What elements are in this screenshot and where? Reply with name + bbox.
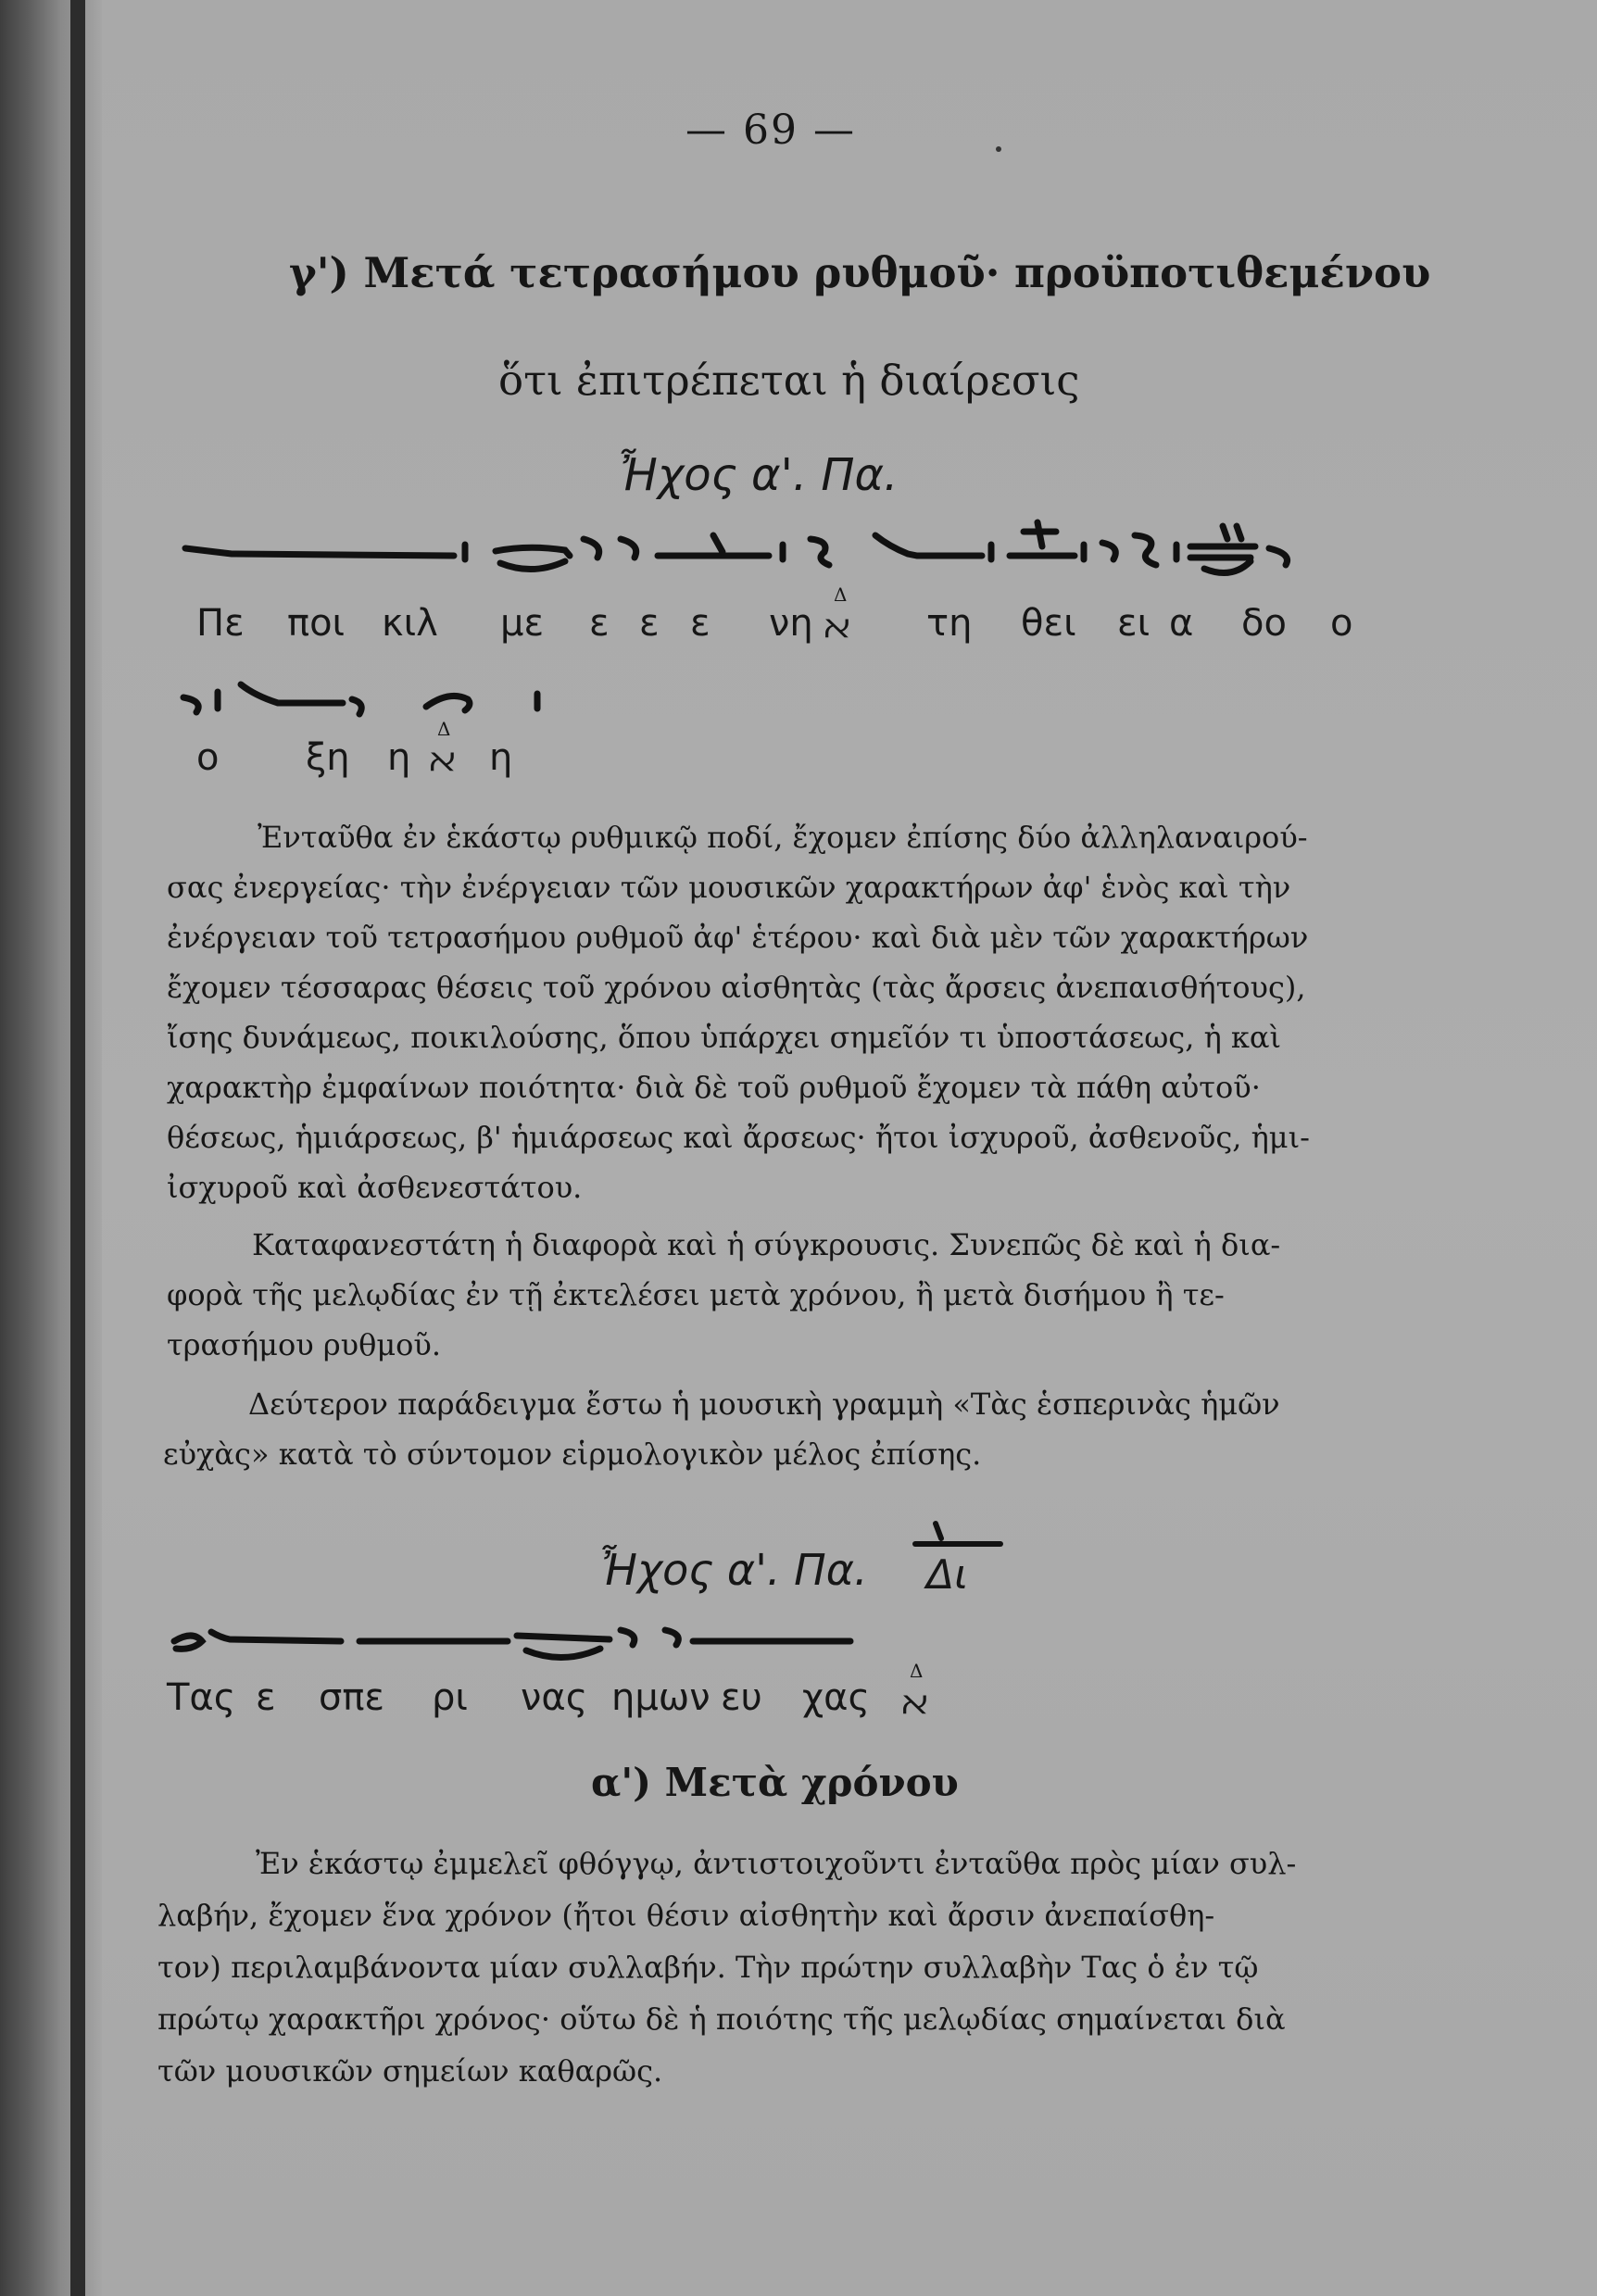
lyric-syllable: ο <box>196 736 220 779</box>
book-spine-shadow <box>0 0 102 2296</box>
martyria-sign: ﬡ <box>428 741 457 779</box>
lyric-syllable: ο <box>1330 602 1353 645</box>
example2-mode-extra: Δι <box>926 1551 968 1599</box>
example1-neume-row-1 <box>176 519 1380 593</box>
paragraph-1-line: θέσεως, ἡμιάρσεως, β' ἡμιάρσεως καὶ ἄρσεως· ἤτοι ἰσχυροῦ, ἀσθενοῦς, ἡμι- <box>167 1120 1310 1155</box>
lyric-syllable: με <box>500 602 545 645</box>
lyric-syllable: Πε <box>196 602 245 645</box>
lyric-syllable: σπε <box>319 1676 385 1719</box>
paragraph-1-line: ἰσχυροῦ καὶ ἀσθενεστάτου. <box>167 1170 583 1205</box>
martyria-letter: Δ <box>437 718 451 740</box>
paragraph-1-line: χαρακτὴρ ἐμφαίνων ποιότητα· διὰ δὲ τοῦ ρυθμοῦ ἔχομεν τὰ πάθη αὐτοῦ· <box>167 1070 1261 1105</box>
lyric-syllable: θει <box>1021 602 1076 645</box>
heading-line-2: ὅτι ἐπιτρέπεται ἡ διαίρεσις <box>498 356 1080 405</box>
ink-speck <box>996 146 1001 152</box>
paragraph-2-line: φορὰ τῆς μελῳδίας ἐν τῇ ἐκτελέσει μετὰ χρόνου, ἢ μετὰ δισήμου ἢ τε- <box>167 1277 1225 1312</box>
paragraph-4-line: λαβήν, ἔχομεν ἕνα χρόνον (ἤτοι θέσιν αἰσθητὴν καὶ ἄρσιν ἀνεπαίσθη- <box>157 1898 1215 1933</box>
lyric-syllable: ημων <box>611 1676 710 1719</box>
martyria-sign: ﬡ <box>900 1684 929 1722</box>
example1-neume-row-2 <box>176 671 584 736</box>
lyric-syllable: η <box>489 736 513 779</box>
paragraph-4-line: πρώτῳ χαρακτῆρι χρόνος· οὕτω δὲ ἡ ποιότης τῆς μελῳδίας σημαίνεται διὰ <box>157 2001 1286 2037</box>
lyric-syllable: χας <box>802 1676 870 1719</box>
binding-edge <box>70 0 85 2296</box>
lyric-syllable: ρι <box>432 1676 468 1719</box>
paragraph-1-line: σας ἐνεργείας· τὴν ἐνέργειαν τῶν μουσικῶν χαρακτήρων ἀφ' ἑνὸς καὶ τὴν <box>167 870 1291 905</box>
paragraph-1-line: ἴσης δυνάμεως, ποικιλούσης, ὅπου ὑπάρχει σημεῖόν τι ὑποστάσεως, ἡ καὶ <box>167 1020 1282 1055</box>
lyric-syllable: η <box>387 736 411 779</box>
martyria-letter: Δ <box>834 583 848 606</box>
lyric-syllable: νας <box>521 1676 588 1719</box>
heading-line-1: γ') Μετά τετρασήμου ρυθμοῦ· προϋποτιθεμένου <box>289 248 1431 297</box>
paragraph-4-line: τον) περιλαμβάνοντα μίαν συλλαβήν. Τὴν πρώτην συλλαβὴν Τας ὁ ἐν τῷ <box>157 1950 1259 1985</box>
lyric-syllable: ευ <box>721 1676 762 1719</box>
example2-neume-row <box>165 1613 999 1678</box>
example1-mode: Ἦχος α'. Πα. <box>616 449 899 501</box>
lyric-syllable: ει <box>1117 602 1151 645</box>
lyric-syllable: ε <box>639 602 660 645</box>
paragraph-4-line: τῶν μουσικῶν σημείων καθαρῶς. <box>157 2053 663 2089</box>
lyric-syllable: Τας <box>167 1676 236 1719</box>
section-heading: α') Μετὰ χρόνου <box>591 1760 959 1805</box>
example2-mode: Ἦχος α'. Πα. <box>597 1545 868 1595</box>
lyric-syllable: ε <box>256 1676 276 1719</box>
lyric-syllable: κιλ <box>382 602 438 645</box>
paragraph-1-line: ἔχομεν τέσσαρας θέσεις τοῦ χρόνου αἰσθητὰς (τὰς ἄρσεις ἀνεπαισθήτους), <box>167 970 1306 1005</box>
lyric-syllable: ε <box>589 602 610 645</box>
page-number: — 69 — <box>685 107 856 154</box>
paragraph-1-line: ἐνέργειαν τοῦ τετρασήμου ρυθμοῦ ἀφ' ἑτέρου· καὶ διὰ μὲν τῶν χαρακτήρων <box>167 920 1309 955</box>
lyric-syllable: α <box>1169 602 1194 645</box>
lyric-syllable: νη <box>769 602 813 645</box>
lyric-syllable: τη <box>926 602 973 645</box>
lyric-syllable: ξη <box>306 736 350 779</box>
martyria-letter: Δ <box>910 1660 924 1682</box>
lyric-syllable: ποι <box>287 602 346 645</box>
paragraph-4-line: Ἐν ἑκάστῳ ἐμμελεῖ φθόγγῳ, ἀντιστοιχοῦντι ἐνταῦθα πρὸς μίαν συλ- <box>256 1846 1297 1881</box>
paragraph-1-line: Ἐνταῦθα ἐν ἑκάστῳ ρυθμικῷ ποδί, ἔχομεν ἐπίσης δύο ἀλληλαναιρού- <box>258 820 1308 855</box>
lyric-syllable: ε <box>690 602 710 645</box>
paragraph-3-line: εὐχὰς» κατὰ τὸ σύντομον εἱρμολογικὸν μέλος ἐπίσης. <box>163 1437 982 1472</box>
lyric-syllable: δο <box>1241 602 1287 645</box>
martyria-sign: ﬡ <box>823 608 851 646</box>
paragraph-2-line: τρασήμου ρυθμοῦ. <box>167 1327 442 1362</box>
paragraph-3-line: Δεύτερον παράδειγμα ἔστω ἡ μουσικὴ γραμμὴ «Τὰς ἑσπερινὰς ἡμῶν <box>248 1386 1280 1422</box>
paragraph-2-line: Καταφανεστάτη ἡ διαφορὰ καὶ ἡ σύγκρουσις. Συνεπῶς δὲ καὶ ἡ δια- <box>252 1227 1281 1262</box>
